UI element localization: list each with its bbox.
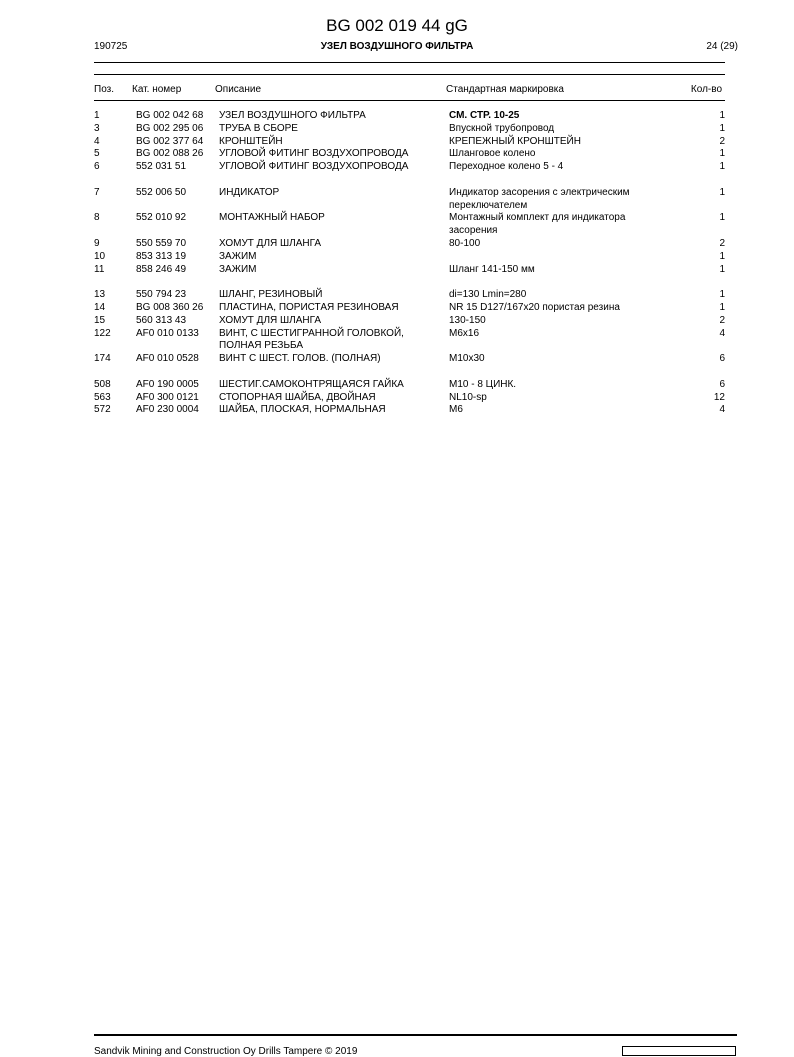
cell-desc: ТРУБА В СБОРЕ xyxy=(219,122,298,134)
table-row xyxy=(94,392,725,405)
cell-pos: 174 xyxy=(94,353,111,365)
cell-desc: ЗАЖИМ xyxy=(219,263,257,275)
cell-desc: КРОНШТЕЙН xyxy=(219,135,283,147)
cell-std xyxy=(449,251,685,264)
cell-qty: 1 xyxy=(719,250,725,262)
cell-pos: 15 xyxy=(94,314,106,326)
cell-cat xyxy=(136,200,219,213)
page-number: 24 (29) xyxy=(706,41,738,52)
cell-std xyxy=(449,340,685,353)
table-row xyxy=(94,251,725,264)
table-row xyxy=(94,238,725,251)
cell-desc: ЗАЖИМ xyxy=(219,250,257,262)
cell-desc: ВИНТ С ШЕСТ. ГОЛОВ. (ПОЛНАЯ) xyxy=(219,353,381,365)
cell-qty: 1 xyxy=(719,161,725,173)
cell-desc: ИНДИКАТОР xyxy=(219,186,280,198)
cell-std: 130-150 xyxy=(449,314,486,326)
cell-std: переключателем xyxy=(449,199,528,211)
cell-std: Индикатор засорения с электрическим xyxy=(449,186,630,198)
cell-desc: МОНТАЖНЫЙ НАБОР xyxy=(219,212,325,224)
cell-std: M10 - 8 ЦИНК. xyxy=(449,378,517,390)
table-row xyxy=(94,161,725,174)
cell-desc xyxy=(219,225,449,238)
cell-std: di=130 Lmin=280 xyxy=(449,289,527,301)
cell-qty: 1 xyxy=(719,289,725,301)
table-row xyxy=(94,264,725,277)
cell-std: СМ. СТР. 10-25 xyxy=(449,110,520,121)
cell-desc xyxy=(219,200,449,213)
column-header-desc: Описание xyxy=(215,84,262,95)
sandvik-logo xyxy=(622,1046,736,1056)
cell-std: Шланговое колено xyxy=(449,148,536,160)
cell-pos: 1 xyxy=(94,110,100,121)
footer-copyright: Sandvik Mining and Construction Oy Drills Tampere © 2019 xyxy=(94,1046,358,1057)
table-row xyxy=(94,328,725,341)
cell-cat: AF0 190 0005 xyxy=(136,378,199,390)
table-row xyxy=(94,302,725,315)
spacer-cell xyxy=(94,276,725,289)
cell-qty: 6 xyxy=(719,353,725,365)
cell-pos: 4 xyxy=(94,135,100,147)
cell-std: КРЕПЕЖНЫЙ КРОНШТЕЙН xyxy=(449,135,581,147)
cell-std: M10x30 xyxy=(449,353,485,365)
table-spacer xyxy=(94,174,725,187)
cell-pos: 8 xyxy=(94,212,100,224)
table-row xyxy=(94,212,725,225)
cell-cat: BG 002 042 68 xyxy=(136,110,204,121)
cell-std: Переходное колено 5 - 4 xyxy=(449,161,564,173)
cell-std: засорения xyxy=(449,225,498,237)
cell-cat: BG 008 360 26 xyxy=(136,301,204,313)
table-row xyxy=(94,136,725,149)
cell-qty: 4 xyxy=(719,404,725,416)
cell-qty xyxy=(685,200,725,213)
cell-pos xyxy=(94,225,136,238)
cell-cat xyxy=(136,340,219,353)
table-row xyxy=(94,404,725,417)
cell-pos: 13 xyxy=(94,289,106,301)
table-spacer xyxy=(94,366,725,379)
header-divider-top xyxy=(94,62,725,63)
cell-cat xyxy=(136,225,219,238)
header-divider xyxy=(94,74,725,75)
cell-pos: 563 xyxy=(94,391,111,403)
cell-std: Впускной трубопровод xyxy=(449,122,555,134)
cell-pos: 14 xyxy=(94,301,106,313)
column-header-cat: Кат. номер xyxy=(132,84,182,95)
table-row xyxy=(94,289,725,302)
cell-cat: AF0 300 0121 xyxy=(136,391,199,403)
cell-qty: 2 xyxy=(719,135,725,147)
cell-std: Монтажный комплект для индикатора xyxy=(449,212,626,224)
cell-qty: 1 xyxy=(719,122,725,134)
cell-cat: 552 031 51 xyxy=(136,161,187,173)
cell-qty: 2 xyxy=(719,314,725,326)
cell-pos: 7 xyxy=(94,186,100,198)
table-row xyxy=(94,225,725,238)
cell-std: Шланг 141-150 мм xyxy=(449,263,535,275)
cell-cat: 560 313 43 xyxy=(136,314,187,326)
column-header-std: Стандартная маркировка xyxy=(446,84,564,95)
table-row xyxy=(94,148,725,161)
spacer-cell xyxy=(94,366,725,379)
cell-qty: 2 xyxy=(719,237,725,249)
cell-qty: 1 xyxy=(719,263,725,275)
cell-desc: ШЛАНГ, РЕЗИНОВЫЙ xyxy=(219,289,323,301)
cell-desc: ШЕСТИГ.САМОКОНТРЯЩАЯСЯ ГАЙКА xyxy=(219,378,404,390)
table-row xyxy=(94,353,725,366)
cell-std: M6 xyxy=(449,404,463,416)
cell-cat: AF0 010 0528 xyxy=(136,353,199,365)
cell-cat: 858 246 49 xyxy=(136,263,187,275)
cell-pos: 5 xyxy=(94,148,100,160)
cell-qty: 4 xyxy=(719,327,725,339)
table-row xyxy=(94,123,725,136)
cell-std: 80-100 xyxy=(449,237,481,249)
table-row xyxy=(94,315,725,328)
date-code: 190725 xyxy=(94,41,128,52)
cell-cat: BG 002 295 06 xyxy=(136,122,204,134)
table-row xyxy=(94,187,725,200)
cell-desc: ПОЛНАЯ РЕЗЬБА xyxy=(219,340,304,352)
cell-qty: 1 xyxy=(719,148,725,160)
cell-pos: 10 xyxy=(94,250,106,262)
cell-cat: 552 006 50 xyxy=(136,186,187,198)
cell-cat: 550 559 70 xyxy=(136,237,187,249)
cell-qty xyxy=(685,225,725,238)
cell-qty xyxy=(685,340,725,353)
table-spacer xyxy=(94,276,725,289)
cell-cat: 853 313 19 xyxy=(136,250,187,262)
cell-desc: ВИНТ, С ШЕСТИГРАННОЙ ГОЛОВКОЙ, xyxy=(219,327,404,339)
cell-qty: 1 xyxy=(719,186,725,198)
cell-desc: ХОМУТ ДЛЯ ШЛАНГА xyxy=(219,314,322,326)
cell-pos: 508 xyxy=(94,378,111,390)
footer-divider xyxy=(94,1034,737,1036)
page-title: УЗЕЛ ВОЗДУШНОГО ФИЛЬТРА xyxy=(320,41,474,52)
cell-qty: 1 xyxy=(719,212,725,224)
cell-std: M6x16 xyxy=(449,327,480,339)
cell-pos: 11 xyxy=(94,263,105,275)
cell-qty: 6 xyxy=(719,378,725,390)
table-row xyxy=(94,200,725,213)
cell-pos: 6 xyxy=(94,161,100,173)
cell-desc: ХОМУТ ДЛЯ ШЛАНГА xyxy=(219,237,322,249)
cell-cat: 552 010 92 xyxy=(136,212,187,224)
cell-pos: 9 xyxy=(94,237,100,249)
spacer-cell xyxy=(94,174,725,187)
cell-pos: 122 xyxy=(94,327,111,339)
cell-std: NR 15 D127/167x20 пористая резина xyxy=(449,301,620,313)
cell-desc: ШАЙБА, ПЛОСКАЯ, НОРМАЛЬНАЯ xyxy=(219,404,386,416)
cell-cat: BG 002 377 64 xyxy=(136,135,204,147)
cell-cat: AF0 010 0133 xyxy=(136,327,199,339)
cell-qty: 1 xyxy=(719,110,725,121)
cell-cat: AF0 230 0004 xyxy=(136,404,199,416)
cell-pos xyxy=(94,200,136,213)
document-number: BG 002 019 44 gG xyxy=(326,16,468,35)
cell-pos: 572 xyxy=(94,404,111,416)
cell-pos xyxy=(94,340,136,353)
cell-desc: СТОПОРНАЯ ШАЙБА, ДВОЙНАЯ xyxy=(219,391,376,403)
cell-desc: УГЛОВОЙ ФИТИНГ ВОЗДУХОПРОВОДА xyxy=(219,161,409,173)
column-header-qty: Кол-во xyxy=(690,84,722,95)
parts-table xyxy=(94,110,725,417)
cell-cat: BG 002 088 26 xyxy=(136,148,204,160)
cell-desc: УЗЕЛ ВОЗДУШНОГО ФИЛЬТРА xyxy=(219,110,366,121)
cell-qty: 12 xyxy=(713,391,725,403)
column-header-divider xyxy=(94,100,725,101)
table-row xyxy=(94,340,725,353)
cell-std: NL10-sp xyxy=(449,391,487,403)
table-row xyxy=(94,379,725,392)
column-header-pos: Поз. xyxy=(94,84,114,95)
table-row xyxy=(94,110,725,123)
cell-pos: 3 xyxy=(94,122,100,134)
cell-qty: 1 xyxy=(719,301,725,313)
cell-desc: ПЛАСТИНА, ПОРИСТАЯ РЕЗИНОВАЯ xyxy=(219,301,399,313)
cell-desc: УГЛОВОЙ ФИТИНГ ВОЗДУХОПРОВОДА xyxy=(219,148,409,160)
cell-cat: 550 794 23 xyxy=(136,289,187,301)
